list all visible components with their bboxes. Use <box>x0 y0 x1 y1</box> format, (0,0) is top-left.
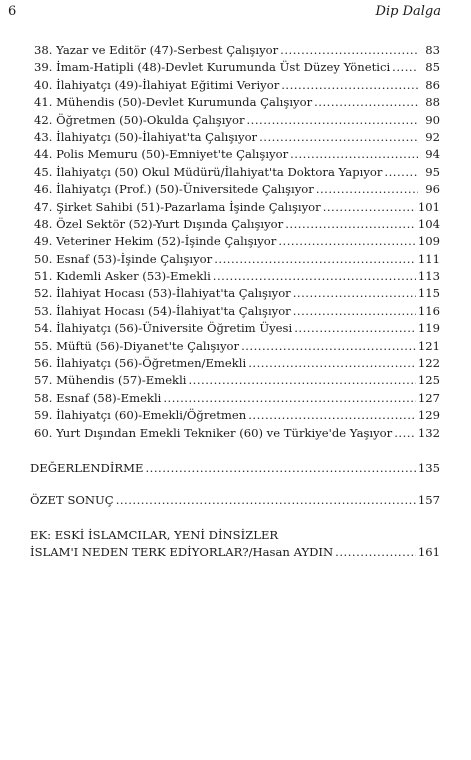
dot-leader <box>392 59 418 76</box>
toc-entry-page: 132 <box>417 425 440 440</box>
toc-entry-title: 56. İlahiyatçı (56)-Öğretmen/Emekli <box>34 356 247 371</box>
section-title-line-2-row <box>30 544 440 561</box>
dot-leader <box>214 251 416 268</box>
toc-entry <box>30 164 440 181</box>
section-title-line-2: İSLAM'I NEDEN TERK EDİYORLAR?/Hasan AYDIN <box>30 545 334 560</box>
toc-entry-title: 58. Esnaf (58)-Emekli <box>34 390 162 405</box>
dot-leader <box>335 544 416 561</box>
toc-entry-page: 116 <box>417 303 440 318</box>
toc-entry-title: 50. Esnaf (53)-İşinde Çalışıyor <box>34 251 213 266</box>
toc-entry-title: 38. Yazar ve Editör (47)-Serbest Çalışıyor <box>34 43 279 57</box>
section-page: 135 <box>417 460 440 475</box>
page-header <box>8 4 441 22</box>
toc-entry <box>30 355 440 372</box>
dot-leader <box>116 492 416 509</box>
toc-section-ek <box>30 527 440 562</box>
toc-entry-page: 92 <box>425 129 440 144</box>
dot-leader <box>323 199 416 216</box>
toc-entry <box>30 285 440 302</box>
toc-entry-page: 125 <box>417 373 440 388</box>
toc-entry-title: 52. İlahiyat Hocası (53)-İlahiyat'ta Çalışıyor <box>34 286 291 301</box>
toc-entry-page: 90 <box>425 112 440 127</box>
toc-entry-title: 47. Şirket Sahibi (51)-Pazarlama İşinde Çalışıyor <box>34 199 321 214</box>
toc-entry-page: 88 <box>425 95 440 110</box>
section-title: ÖZET SONUÇ <box>30 493 114 508</box>
toc-entry-title: 39. İmam-Hatipli (48)-Devlet Kurumunda Üst Düzey Yönetici <box>34 60 391 75</box>
toc-entry-page: 86 <box>425 77 440 92</box>
toc-entry <box>30 251 440 268</box>
toc-entry-title: 59. İlahiyatçı (60)-Emekli/Öğretmen <box>34 408 247 423</box>
toc-entry-page: 95 <box>425 164 440 179</box>
running-title: Dip Dalga <box>375 4 441 19</box>
section-title: DEĞERLENDİRME <box>30 460 144 475</box>
toc-entry <box>30 181 440 198</box>
toc-entry <box>30 338 440 355</box>
toc-entry <box>30 94 440 111</box>
dot-leader <box>293 285 416 302</box>
toc-entry <box>30 112 440 129</box>
section-title-line-1: EK: ESKİ İSLAMCILAR, YENİ DİNSİZLER <box>30 527 279 542</box>
dot-leader <box>285 216 416 233</box>
table-of-contents <box>30 42 440 562</box>
dot-leader <box>314 94 418 111</box>
toc-entry-title: 57. Mühendis (57)-Emekli <box>34 373 187 388</box>
dot-leader <box>280 42 418 59</box>
toc-section-degerlendirme <box>30 460 440 477</box>
toc-entry-page: 83 <box>425 43 440 57</box>
toc-entry-title: 60. Yurt Dışından Emekli Tekniker (60) ve Türkiye'de Yaşıyor <box>34 425 393 440</box>
toc-entry-title: 45. İlahiyatçı (50) Okul Müdürü/İlahiyat'ta Doktora Yapıyor <box>34 164 383 179</box>
toc-entry <box>30 199 440 216</box>
toc-entry <box>30 77 440 94</box>
toc-entry <box>30 407 440 424</box>
toc-entry <box>30 390 440 407</box>
toc-entry-page: 127 <box>417 390 440 405</box>
toc-entry <box>30 372 440 389</box>
dot-leader <box>293 303 416 320</box>
dot-leader <box>394 425 416 442</box>
toc-entry <box>30 216 440 233</box>
toc-entry-title: 43. İlahiyatçı (50)-İlahiyat'ta Çalışıyor <box>34 129 258 144</box>
dot-leader <box>316 181 418 198</box>
toc-entry-page: 113 <box>417 269 440 284</box>
toc-entry-title: 48. Özel Sektör (52)-Yurt Dışında Çalışıyor <box>34 216 284 231</box>
toc-section-ozet <box>30 492 440 509</box>
toc-entry <box>30 146 440 163</box>
dot-leader <box>248 355 416 372</box>
toc-entry-title: 55. Müftü (56)-Diyanet'te Çalışıyor <box>34 338 240 353</box>
dot-leader <box>294 320 416 337</box>
toc-entry-page: 104 <box>417 216 440 231</box>
toc-entry <box>30 59 440 76</box>
toc-entry-page: 129 <box>417 408 440 423</box>
toc-entry-title: 53. İlahiyat Hocası (54)-İlahiyat'ta Çalışıyor <box>34 303 291 318</box>
toc-entry-page: 109 <box>417 234 440 249</box>
toc-entry-list <box>30 42 440 442</box>
dot-leader <box>281 77 418 94</box>
toc-entry <box>30 320 440 337</box>
dot-leader <box>213 268 416 285</box>
toc-entry-page: 119 <box>417 321 440 336</box>
section-page: 157 <box>417 493 440 508</box>
page-number: 6 <box>8 4 17 19</box>
toc-entry-page: 111 <box>417 251 440 266</box>
dot-leader <box>384 164 418 181</box>
toc-entry <box>30 42 440 59</box>
toc-entry-title: 54. İlahiyatçı (56)-Üniversite Öğretim Üyesi <box>34 321 293 336</box>
dot-leader <box>163 390 415 407</box>
toc-entry-title: 42. Öğretmen (50)-Okulda Çalışıyor <box>34 112 245 127</box>
dot-leader <box>248 407 416 424</box>
toc-entry-title: 46. İlahiyatçı (Prof.) (50)-Üniversitede Çalışıyor <box>34 182 314 197</box>
dot-leader <box>145 460 415 477</box>
dot-leader <box>241 338 416 355</box>
toc-entry-page: 94 <box>425 147 440 162</box>
toc-entry-page: 115 <box>417 286 440 301</box>
section-page: 161 <box>417 545 440 560</box>
toc-entry <box>30 303 440 320</box>
toc-entry-page: 85 <box>425 60 440 75</box>
toc-entry <box>30 425 440 442</box>
toc-entry-title: 51. Kıdemli Asker (53)-Emekli <box>34 269 211 284</box>
toc-entry-title: 49. Veteriner Hekim (52)-İşinde Çalışıyor <box>34 234 277 249</box>
toc-entry-page: 121 <box>417 338 440 353</box>
toc-entry-title: 44. Polis Memuru (50)-Emniyet'te Çalışıyor <box>34 147 289 162</box>
toc-entry <box>30 233 440 250</box>
dot-leader <box>278 233 416 250</box>
toc-entry-page: 96 <box>425 182 440 197</box>
toc-entry-page: 122 <box>417 356 440 371</box>
toc-entry <box>30 129 440 146</box>
toc-entry-title: 40. İlahiyatçı (49)-İlahiyat Eğitimi Veriyor <box>34 77 280 92</box>
dot-leader <box>247 112 419 129</box>
dot-leader <box>259 129 418 146</box>
toc-entry-page: 101 <box>417 199 440 214</box>
dot-leader <box>189 372 416 389</box>
dot-leader <box>290 146 418 163</box>
toc-entry <box>30 268 440 285</box>
toc-entry-title: 41. Mühendis (50)-Devlet Kurumunda Çalışıyor <box>34 95 313 110</box>
